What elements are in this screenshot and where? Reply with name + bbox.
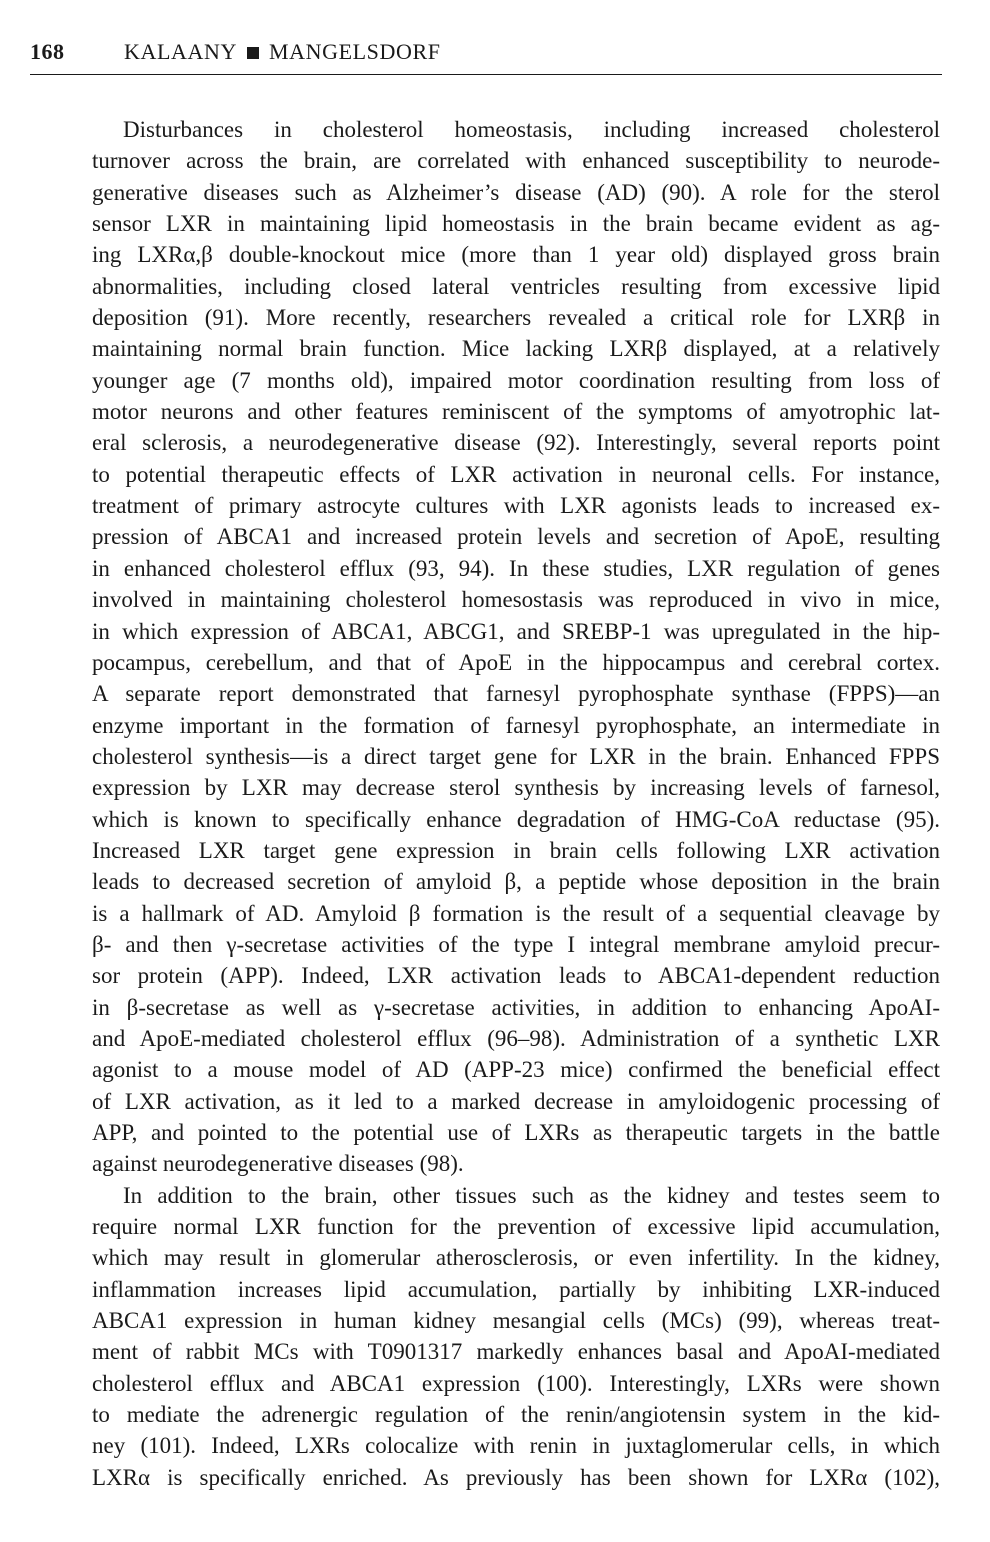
- text-line: eral sclerosis, a neurodegenerative disease (92). Interestingly, several reports point: [92, 430, 940, 456]
- text-line: cholesterol efflux and ABCA1 expression (100). Interestingly, LXRs were shown: [92, 1370, 940, 1396]
- text-line: β- and then γ-secretase activities of the type I integral membrane amyloid precur-: [92, 931, 940, 957]
- text-line: expression by LXR may decrease sterol synthesis by increasing levels of farnesol,: [92, 775, 940, 801]
- text-line: generative diseases such as Alzheimer’s disease (AD) (90). A role for the sterol: [92, 179, 940, 205]
- text-line: to potential therapeutic effects of LXR activation in neuronal cells. For instance,: [92, 461, 940, 487]
- text-line: sensor LXR in maintaining lipid homeostasis in the brain became evident as ag-: [92, 211, 940, 237]
- text-line: involved in maintaining cholesterol homesostasis was reproduced in vivo in mice,: [92, 587, 940, 613]
- author-left: KALAANY: [124, 39, 237, 64]
- text-line: in enhanced cholesterol efflux (93, 94). In these studies, LXR regulation of genes: [92, 555, 940, 581]
- text-line: cholesterol synthesis—is a direct target gene for LXR in the brain. Enhanced FPPS: [92, 743, 940, 769]
- paragraph-1: [92, 114, 940, 1180]
- text-line: inflammation increases lipid accumulation, partially by inhibiting LXR-induced: [92, 1276, 940, 1302]
- text-line: which may result in glomerular atherosclerosis, or even infertility. In the kidney,: [92, 1245, 940, 1271]
- text-line: younger age (7 months old), impaired motor coordination resulting from loss of: [92, 367, 940, 393]
- text-line: leads to decreased secretion of amyloid β, a peptide whose deposition in the brain: [92, 869, 940, 895]
- text-line: ABCA1 expression in human kidney mesangial cells (MCs) (99), whereas treat-: [92, 1308, 940, 1334]
- text-line: pocampus, cerebellum, and that of ApoE in the hippocampus and cerebral cortex.: [92, 649, 940, 675]
- author-right: MANGELSDORF: [268, 39, 441, 64]
- text-line: APP, and pointed to the potential use of LXRs as therapeutic targets in the battle: [92, 1120, 940, 1145]
- body-text: [92, 114, 940, 1493]
- text-line: against neurodegenerative diseases (98).: [92, 1151, 464, 1177]
- text-line: deposition (91). More recently, researchers revealed a critical role for LXRβ in: [92, 305, 940, 331]
- square-bullet-icon: [247, 47, 259, 59]
- text-line: sor protein (APP). Indeed, LXR activation leads to ABCA1-dependent reduction: [92, 963, 940, 989]
- text-line: LXRα is specifically enriched. As previously has been shown for LXRα (102),: [92, 1464, 940, 1490]
- text-line: abnormalities, including closed lateral ventricles resulting from excessive lipid: [92, 273, 940, 299]
- running-head-authors: [124, 38, 441, 66]
- text-line: enzyme important in the formation of farnesyl pyrophosphate, an intermediate in: [92, 712, 940, 738]
- text-line: pression of ABCA1 and increased protein levels and secretion of ApoE, resulting: [92, 524, 940, 550]
- text-line: Increased LXR target gene expression in brain cells following LXR activation: [92, 837, 940, 863]
- paragraph-2: [92, 1180, 940, 1493]
- text-line: require normal LXR function for the prevention of excessive lipid accumulation,: [92, 1214, 940, 1240]
- text-line: in β-secretase as well as γ-secretase activities, in addition to enhancing ApoAI-: [92, 994, 940, 1020]
- text-line: to mediate the adrenergic regulation of the renin/angiotensin system in the kid-: [92, 1402, 940, 1428]
- text-line: ing LXRα,β double-knockout mice (more than 1 year old) displayed gross brain: [92, 242, 940, 268]
- text-line: agonist to a mouse model of AD (APP-23 mice) confirmed the beneficial effect: [92, 1057, 940, 1083]
- text-line: A separate report demonstrated that farnesyl pyrophosphate synthase (FPPS)—an: [92, 681, 940, 707]
- page-number: 168: [30, 39, 65, 64]
- text-line: which is known to specifically enhance degradation of HMG-CoA reductase (95).: [92, 806, 940, 832]
- text-line: motor neurons and other features reminiscent of the symptoms of amyotrophic lat-: [92, 399, 940, 425]
- text-line: ney (101). Indeed, LXRs colocalize with renin in juxtaglomerular cells, in which: [92, 1433, 940, 1459]
- text-line: turnover across the brain, are correlated with enhanced susceptibility to neurode-: [92, 148, 940, 174]
- text-line: and ApoE-mediated cholesterol efflux (96–98). Administration of a synthetic LXR: [92, 1025, 940, 1051]
- text-line: Disturbances in cholesterol homeostasis, including increased cholesterol: [123, 117, 940, 142]
- text-line: treatment of primary astrocyte cultures with LXR agonists leads to increased ex-: [92, 493, 940, 519]
- text-line: is a hallmark of AD. Amyloid β formation is the result of a sequential cleavage by: [92, 900, 940, 926]
- text-line: of LXR activation, as it led to a marked decrease in amyloidogenic processing of: [92, 1088, 940, 1114]
- text-line: maintaining normal brain function. Mice lacking LXRβ displayed, at a relatively: [92, 336, 940, 362]
- text-line: in which expression of ABCA1, ABCG1, and SREBP-1 was upregulated in the hip-: [92, 618, 940, 644]
- running-header: [30, 38, 942, 75]
- text-line: ment of rabbit MCs with T0901317 markedly enhances basal and ApoAI-mediated: [92, 1339, 940, 1365]
- text-line: In addition to the brain, other tissues such as the kidney and testes seem to: [123, 1182, 940, 1208]
